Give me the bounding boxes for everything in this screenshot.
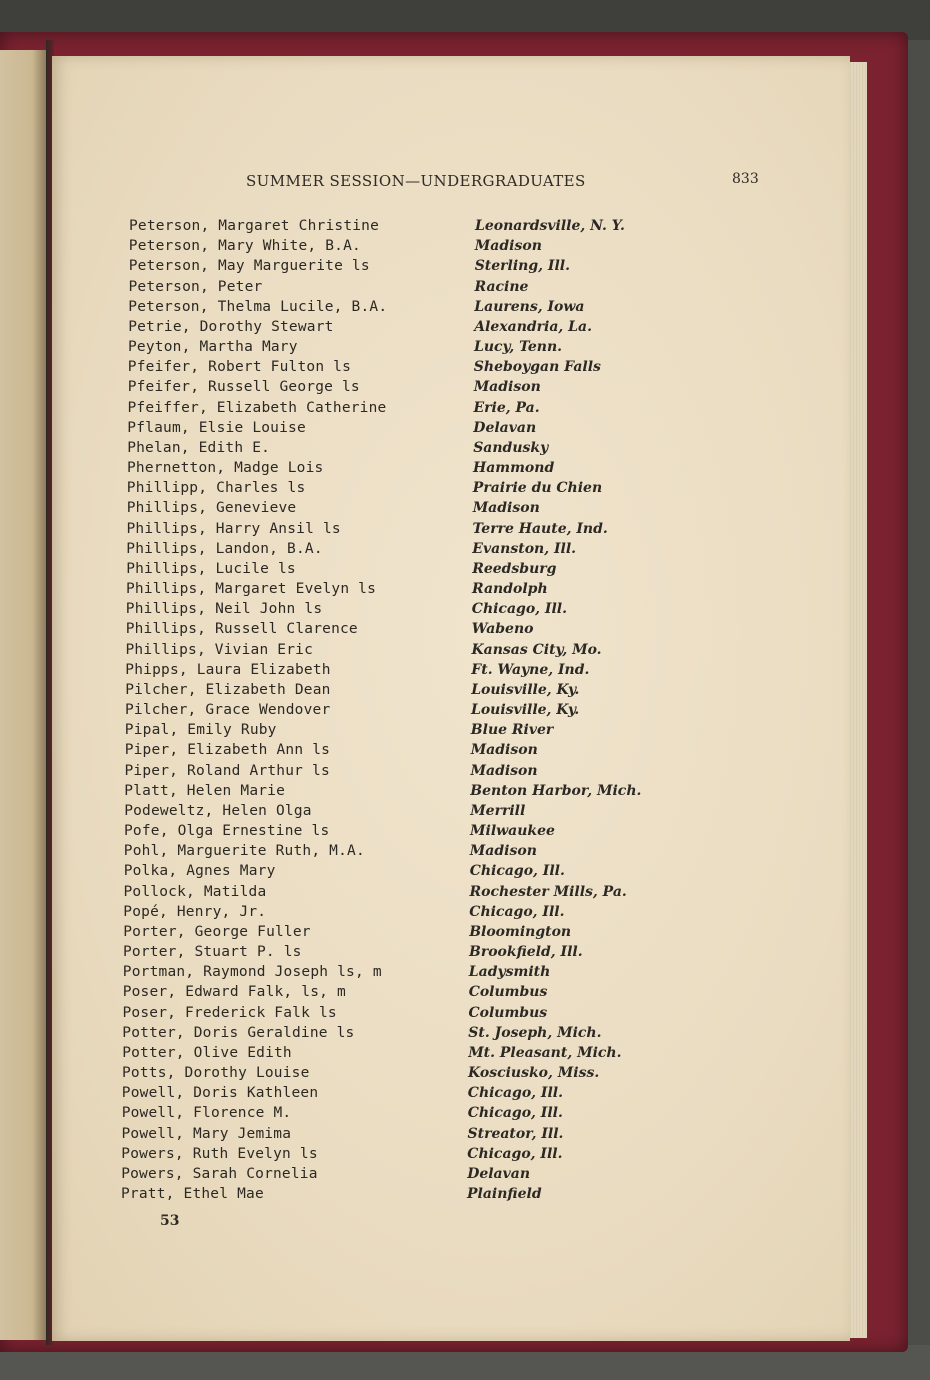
- list-item: [125, 742, 725, 762]
- list-item: [127, 440, 727, 460]
- student-name: Pfeiffer, Elizabeth Catherine: [127, 399, 387, 416]
- student-name: Porter, Stuart P. ls: [123, 944, 302, 960]
- list-item: [125, 722, 725, 742]
- student-hometown: Columbus: [468, 984, 548, 1001]
- student-name: Potts, Dorothy Louise: [122, 1065, 310, 1081]
- student-name: Peterson, Margaret Christine: [129, 218, 380, 234]
- student-name: Peterson, Mary White, B.A.: [128, 238, 361, 255]
- student-name: Pohl, Marguerite Ruth, M.A.: [123, 843, 365, 860]
- student-name: Potter, Doris Geraldine ls: [122, 1024, 355, 1041]
- student-name: Poser, Edward Falk, ls, m: [122, 984, 346, 1001]
- student-hometown: Blue River: [470, 722, 554, 739]
- list-item: [126, 581, 726, 601]
- student-hometown: Rochester Mills, Pa.: [469, 883, 627, 900]
- student-hometown: Plainfield: [467, 1186, 542, 1202]
- student-hometown: Alexandria, La.: [474, 318, 592, 335]
- student-hometown: Delavan: [467, 1165, 531, 1182]
- student-name: Phernetton, Madge Lois: [127, 460, 324, 476]
- student-name: Peterson, Peter: [128, 278, 263, 295]
- list-item: [123, 944, 723, 964]
- student-name: Phillips, Genevieve: [126, 500, 297, 517]
- student-name: Pfeifer, Robert Fulton ls: [127, 359, 352, 376]
- list-item: [126, 601, 726, 621]
- running-head: SUMMER SESSION—UNDERGRADUATES: [246, 172, 586, 190]
- student-name: Petrie, Dorothy Stewart: [128, 318, 334, 335]
- student-hometown: Wabeno: [471, 621, 534, 638]
- student-name: Peterson, Thelma Lucile, B.A.: [128, 298, 388, 315]
- list-item: [128, 379, 728, 399]
- student-name: Powell, Doris Kathleen: [121, 1085, 319, 1102]
- student-hometown: Laurens, Iowa: [474, 298, 585, 315]
- student-hometown: Kosciusko, Miss.: [468, 1065, 600, 1081]
- student-name: Pfeifer, Russell George ls: [127, 379, 360, 396]
- student-hometown: Bloomington: [469, 923, 572, 940]
- student-hometown: Benton Harbor, Mich.: [470, 782, 642, 799]
- student-name: Portman, Raymond Joseph ls, m: [122, 964, 382, 981]
- student-hometown: Chicago, Ill.: [471, 601, 567, 618]
- student-name: Porter, George Fuller: [123, 923, 311, 940]
- student-name: Powell, Mary Jemima: [121, 1125, 292, 1142]
- list-item: [128, 319, 728, 339]
- student-name: Pflaum, Elsie Louise: [127, 419, 306, 436]
- list-item: [122, 1105, 722, 1125]
- list-item: [121, 1166, 721, 1186]
- student-hometown: Reedsburg: [472, 560, 557, 577]
- list-item: [124, 803, 724, 823]
- list-item: [127, 480, 727, 500]
- student-hometown: Ft. Wayne, Ind.: [471, 661, 590, 678]
- student-name: Phillips, Harry Ansil ls: [126, 520, 341, 537]
- list-item: [123, 984, 723, 1004]
- student-name: Powers, Ruth Evelyn ls: [121, 1145, 318, 1162]
- list-item: [121, 1146, 721, 1166]
- student-hometown: Madison: [469, 843, 537, 860]
- list-item: [128, 299, 728, 319]
- student-name: Phillips, Neil John ls: [125, 601, 323, 618]
- list-item: [124, 884, 724, 904]
- list-item: [123, 964, 723, 984]
- list-item: [127, 521, 727, 541]
- list-item: [125, 702, 725, 722]
- list-item: [127, 460, 727, 480]
- student-hometown: Louisville, Ky.: [471, 702, 580, 718]
- list-item: [121, 1186, 721, 1206]
- list-item: [124, 863, 724, 883]
- student-hometown: Chicago, Ill.: [467, 1085, 563, 1102]
- student-hometown: Sandusky: [473, 439, 549, 456]
- student-name: Peyton, Martha Mary: [128, 339, 298, 355]
- student-hometown: Hammond: [473, 460, 555, 476]
- list-item: [127, 420, 727, 440]
- student-hometown: St. Joseph, Mich.: [468, 1024, 602, 1041]
- student-name: Pilcher, Elizabeth Dean: [125, 681, 331, 698]
- student-name: Polka, Agnes Mary: [123, 863, 276, 880]
- student-name: Poser, Frederick Falk ls: [122, 1004, 337, 1021]
- student-name: Peterson, May Marguerite ls: [128, 258, 370, 275]
- list-item: [129, 279, 729, 299]
- student-name: Pofe, Olga Ernestine ls: [124, 823, 330, 839]
- student-name: Podeweltz, Helen Olga: [124, 802, 312, 819]
- list-item: [126, 541, 726, 561]
- student-name: Piper, Roland Arthur ls: [124, 762, 330, 779]
- student-hometown: Randolph: [472, 581, 548, 597]
- student-hometown: Sterling, Ill.: [474, 258, 570, 275]
- list-item: [122, 1045, 722, 1065]
- student-name: Pratt, Ethel Mae: [121, 1186, 264, 1202]
- student-hometown: Milwaukee: [470, 823, 555, 839]
- list-item: [126, 561, 726, 581]
- student-hometown: Madison: [470, 762, 538, 779]
- list-item: [123, 924, 723, 944]
- list-item: [124, 783, 724, 803]
- student-name: Piper, Elizabeth Ann ls: [124, 742, 331, 759]
- student-hometown: Terre Haute, Ind.: [472, 520, 608, 537]
- student-hometown: Merrill: [470, 802, 526, 819]
- list-item: [123, 1005, 723, 1025]
- student-name: Platt, Helen Marie: [124, 782, 286, 799]
- list-item: [125, 662, 725, 682]
- list-item: [126, 621, 726, 641]
- list-item: [128, 400, 728, 420]
- student-name: Pollock, Matilda: [123, 883, 267, 900]
- student-hometown: Louisville, Ky.: [471, 681, 580, 698]
- student-hometown: Prairie du Chien: [472, 480, 603, 497]
- student-hometown: Chicago, Ill.: [467, 1105, 563, 1122]
- signature-mark: 53: [160, 1213, 180, 1229]
- student-name: Phillips, Lucile ls: [126, 560, 296, 577]
- student-hometown: Sheboygan Falls: [473, 359, 601, 376]
- list-item: [123, 904, 723, 924]
- list-item: [122, 1085, 722, 1105]
- student-hometown: Kansas City, Mo.: [471, 641, 602, 658]
- student-name: Popé, Henry, Jr.: [123, 903, 267, 920]
- student-name: Phillips, Russell Clarence: [125, 621, 358, 638]
- student-hometown: Evanston, Ill.: [472, 540, 577, 557]
- student-hometown: Madison: [474, 238, 542, 255]
- student-hometown: Madison: [472, 500, 540, 517]
- student-hometown: Madison: [470, 742, 538, 759]
- list-item: [122, 1025, 722, 1045]
- list-item: [126, 642, 726, 662]
- list-item: [122, 1126, 722, 1146]
- student-name: Phelan, Edith E.: [127, 439, 271, 456]
- list-item: [125, 682, 725, 702]
- student-hometown: Delavan: [473, 419, 537, 436]
- page-number: 833: [732, 171, 759, 187]
- list-item: [129, 258, 729, 278]
- student-hometown: Lucy, Tenn.: [474, 339, 563, 355]
- student-hometown: Chicago, Ill.: [469, 903, 565, 920]
- student-name: Phillipp, Charles ls: [126, 480, 306, 497]
- student-hometown: Chicago, Ill.: [467, 1145, 563, 1162]
- list-item: [125, 763, 725, 783]
- list-item: [124, 843, 724, 863]
- list-item: [129, 238, 729, 258]
- student-hometown: Ladysmith: [468, 964, 551, 981]
- student-name: Potter, Olive Edith: [122, 1044, 292, 1061]
- student-name: Phipps, Laura Elizabeth: [125, 661, 331, 678]
- list-item: [128, 359, 728, 379]
- student-name: Phillips, Vivian Eric: [125, 641, 314, 658]
- student-name: Phillips, Landon, B.A.: [126, 540, 323, 557]
- student-hometown: Chicago, Ill.: [469, 863, 565, 880]
- student-name: Pilcher, Grace Wendover: [125, 702, 331, 718]
- student-hometown: Columbus: [468, 1004, 548, 1021]
- student-hometown: Leonardsville, N. Y.: [475, 218, 625, 234]
- student-name: Powell, Florence M.: [121, 1105, 292, 1122]
- list-item: [129, 218, 729, 238]
- student-hometown: Brookfield, Ill.: [469, 944, 583, 960]
- student-hometown: Madison: [473, 379, 541, 396]
- student-hometown: Mt. Pleasant, Mich.: [468, 1044, 622, 1061]
- list-item: [124, 823, 724, 843]
- list-item: [127, 500, 727, 520]
- student-name: Pipal, Emily Ruby: [124, 722, 277, 739]
- student-name: Powers, Sarah Cornelia: [121, 1165, 318, 1182]
- student-hometown: Streator, Ill.: [467, 1125, 564, 1142]
- student-hometown: Erie, Pa.: [473, 399, 540, 416]
- student-name: Phillips, Margaret Evelyn ls: [126, 581, 377, 597]
- list-item: [128, 339, 728, 359]
- list-item: [122, 1065, 722, 1085]
- student-hometown: Racine: [474, 278, 529, 295]
